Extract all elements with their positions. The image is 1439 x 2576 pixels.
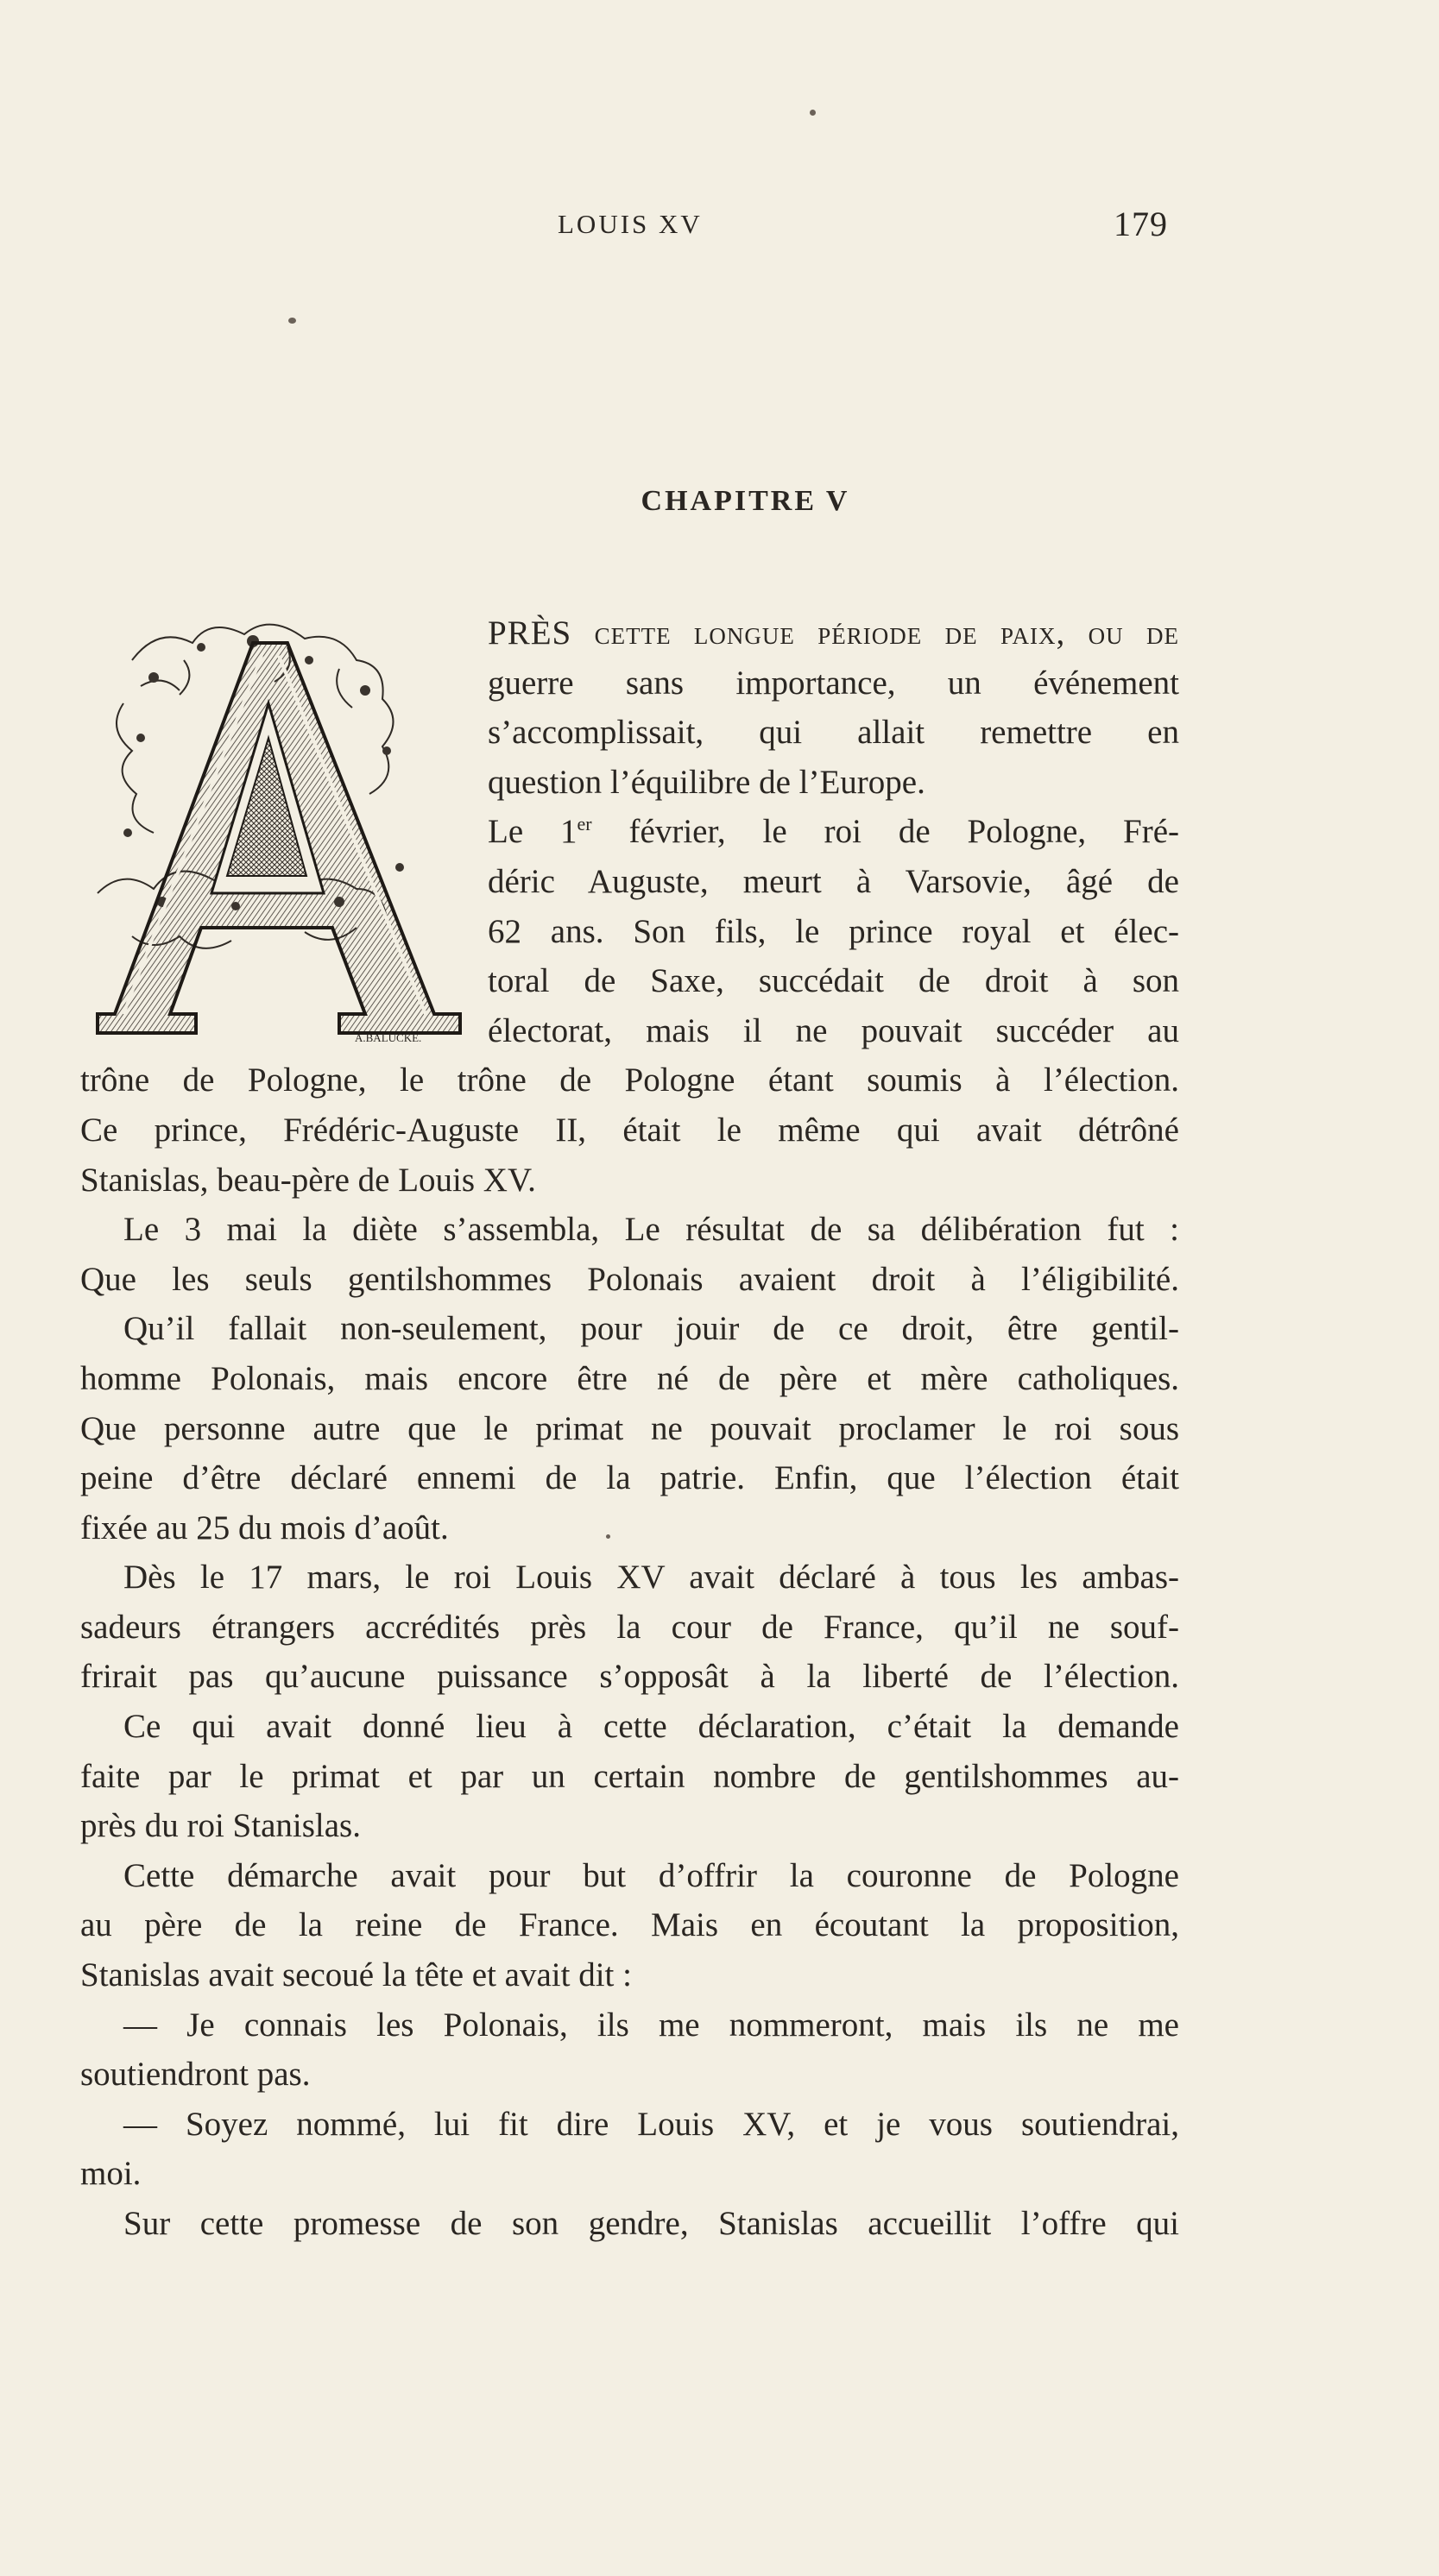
- text-line: déric Auguste, meurt à Varsovie, âgé de: [488, 862, 1179, 900]
- text-line: Dès le 17 mars, le roi Louis XV avait déclaré à tous les ambas-: [123, 1559, 1179, 1597]
- text-line: frirait pas qu’aucune puissance s’opposât à la liberté de l’élection.: [80, 1658, 1179, 1696]
- text-line: Ce qui avait donné lieu à cette déclaration, c’était la demande: [123, 1708, 1179, 1746]
- ink-speck: [810, 110, 816, 116]
- running-head-title: LOUIS XV: [558, 209, 703, 239]
- text-line: trône de Pologne, le trône de Pologne étant soumis à l’élection.: [80, 1061, 1179, 1099]
- ink-speck: [288, 318, 296, 324]
- engraver-signature: A.BALUCKE.: [355, 1031, 422, 1043]
- text-line: — Soyez nommé, lui fit dire Louis XV, et je vous soutiendrai,: [123, 2105, 1179, 2143]
- text-line: s’accomplissait, qui allait remettre en: [488, 714, 1179, 752]
- text-line: sadeurs étrangers accrédités près la cour de France, qu’il ne souf-: [80, 1608, 1179, 1646]
- text-line: Le 3 mai la diète s’assembla, Le résultat de sa délibération fut :: [123, 1211, 1179, 1249]
- text-line: 62 ans. Son fils, le prince royal et élec-: [488, 912, 1179, 950]
- text-line: question l’équilibre de l’Europe.: [488, 763, 925, 801]
- text-line: Sur cette promesse de son gendre, Stanislas accueillit l’offre qui: [123, 2205, 1179, 2242]
- text-line: fixée au 25 du mois d’août.: [80, 1508, 449, 1546]
- text-line: au père de la reine de France. Mais en écoutant la proposition,: [80, 1906, 1179, 1944]
- text-line: Ce prince, Frédéric-Auguste II, était le même qui avait détrôné: [80, 1111, 1179, 1149]
- text-line: soutiendront pas.: [80, 2056, 311, 2094]
- text-line: toral de Saxe, succédait de droit à son: [488, 962, 1179, 1000]
- text-line: Stanislas avait secoué la tête et avait dit :: [80, 1956, 632, 1994]
- text-line-content: PRÈS cette longue période de paix, ou de: [488, 614, 1179, 652]
- text-line: Qu’il fallait non-seulement, pour jouir de ce droit, être gentil-: [123, 1310, 1179, 1348]
- ornamental-dropcap-a-icon: [80, 608, 477, 1043]
- text-line-start: Le 1: [488, 813, 577, 851]
- text-line: près du roi Stanislas.: [80, 1807, 361, 1845]
- page-number: 179: [1114, 205, 1168, 243]
- ordinal-superscript: er: [577, 813, 592, 835]
- text-line-end: février, le roi de Pologne, Fré-: [591, 813, 1179, 851]
- text-line: Cette démarche avait pour but d’offrir la couronne de Pologne: [123, 1856, 1179, 1894]
- text-line: Que les seuls gentilshommes Polonais avaient droit à l’éligibilité.: [80, 1260, 1179, 1298]
- text-line: homme Polonais, mais encore être né de père et mère catholiques.: [80, 1359, 1179, 1397]
- ornamental-dropcap: [80, 608, 477, 1043]
- text-line: guerre sans importance, un événement: [488, 664, 1179, 702]
- text-line: Stanislas, beau-père de Louis XV.: [80, 1161, 536, 1199]
- body-text: [80, 608, 1179, 2249]
- text-line: électorat, mais il ne pouvait succéder au: [488, 1011, 1179, 1049]
- text-line: peine d’être déclaré ennemi de la patrie. Enfin, que l’élection était: [80, 1459, 1179, 1497]
- text-line: faite par le primat et par un certain nombre de gentilshommes au-: [80, 1757, 1179, 1795]
- text-line: moi.: [80, 2155, 142, 2193]
- text-line: — Je connais les Polonais, ils me nommeront, mais ils ne me: [123, 2006, 1179, 2044]
- chapter-title: CHAPITRE V: [641, 485, 850, 517]
- text-line: Que personne autre que le primat ne pouvait proclamer le roi sous: [80, 1409, 1179, 1447]
